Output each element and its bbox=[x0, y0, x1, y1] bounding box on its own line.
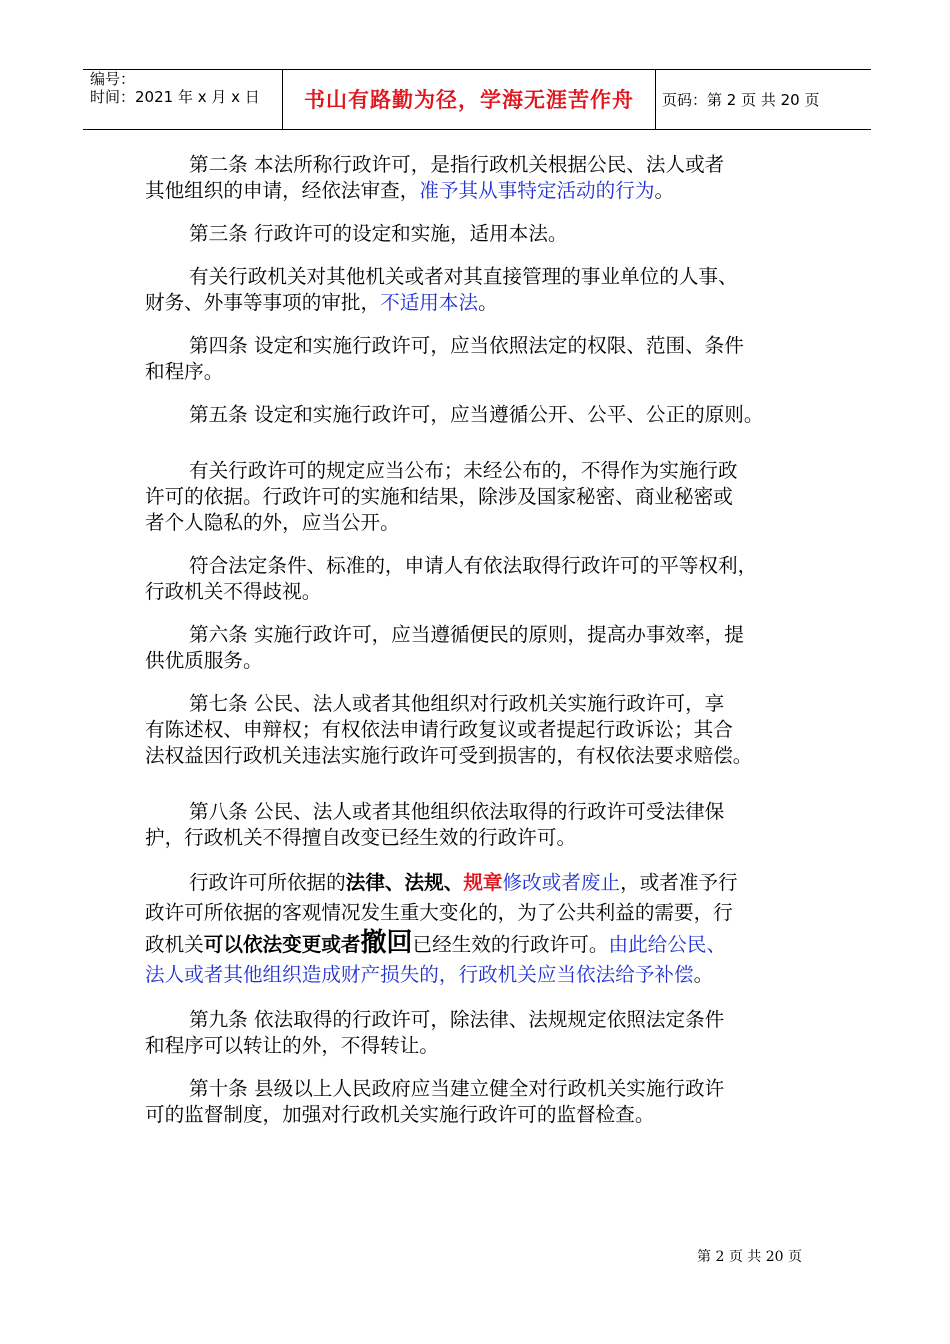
text: 符合法定条件、标准的，申请人有依法取得行政许可的平等权利， bbox=[189, 554, 758, 577]
article-8-clause bbox=[145, 868, 821, 990]
text: 。 bbox=[478, 291, 498, 314]
text: 其他组织的申请，经依法审查， bbox=[145, 179, 420, 202]
highlight-text: 准予其从事特定活动的行为 bbox=[419, 179, 655, 202]
article-6 bbox=[145, 622, 821, 674]
text: 第七条 公民、法人或者其他组织对行政机关实施行政许可，享 bbox=[189, 692, 725, 715]
article-10 bbox=[145, 1076, 821, 1128]
text: 财务、外事等事项的审批， bbox=[145, 291, 381, 314]
text: 护，行政机关不得擅自改变已经生效的行政许可。 bbox=[145, 826, 577, 849]
article-5-clause-1 bbox=[145, 458, 821, 536]
text: 和程序。 bbox=[145, 360, 224, 383]
text: 供优质服务。 bbox=[145, 649, 263, 672]
text: 者个人隐私的外，应当公开。 bbox=[145, 511, 400, 534]
article-8 bbox=[145, 799, 821, 851]
text: 法权益因行政机关违法实施行政许可受到损害的，有权依法要求赔偿。 bbox=[145, 744, 753, 767]
highlight-text: 修改或者废止 bbox=[502, 871, 621, 894]
serial-label: 编号： bbox=[90, 70, 136, 88]
text: 有关行政许可的规定应当公布；未经公布的，不得作为实施行政 bbox=[189, 459, 738, 482]
text: 许可的依据。行政许可的实施和结果，除涉及国家秘密、商业秘密或 bbox=[145, 485, 733, 508]
article-3-clause bbox=[145, 264, 821, 316]
text: 有陈述权、申辩权；有权依法申请行政复议或者提起行政诉讼；其合 bbox=[145, 718, 733, 741]
header-page-info: 页码：第 2 页 共 20 页 bbox=[662, 90, 820, 109]
article-5-clause-2 bbox=[145, 553, 821, 605]
text: 第八条 公民、法人或者其他组织依法取得的行政许可受法律保 bbox=[189, 800, 725, 823]
article-2 bbox=[145, 152, 821, 204]
large-bold-text: 撤回 bbox=[360, 928, 413, 958]
article-5: 第五条 设定和实施行政许可，应当遵循公开、公平、公正的原则。 bbox=[189, 403, 764, 426]
header-bottom-rule bbox=[83, 129, 871, 130]
red-bold-text: 规章 bbox=[463, 871, 503, 894]
text: 第二条 本法所称行政许可，是指行政机关根据公民、法人或者 bbox=[189, 153, 725, 176]
text: 第十条 县级以上人民政府应当建立健全对行政机关实施行政许 bbox=[189, 1077, 725, 1100]
article-3: 第三条 行政许可的设定和实施，适用本法。 bbox=[189, 222, 568, 245]
text: ，或者准予行 bbox=[620, 871, 738, 894]
text: 已经生效的行政许可。 bbox=[412, 933, 609, 956]
text: 和程序可以转让的外，不得转让。 bbox=[145, 1034, 439, 1057]
highlight-text: 由此给公民、 bbox=[608, 933, 727, 956]
header-motto: 书山有路勤为径，学海无涯苦作舟 bbox=[304, 88, 634, 112]
highlight-text: 法人或者其他组织造成财产损失的，行政机关应当依法给予补偿 bbox=[145, 963, 694, 986]
bold-text: 可以依法变更或者 bbox=[203, 933, 361, 956]
text: 第六条 实施行政许可，应当遵循便民的原则，提高办事效率，提 bbox=[189, 623, 744, 646]
article-9 bbox=[145, 1007, 821, 1059]
text: 第九条 依法取得的行政许可，除法律、法规规定依照法定条件 bbox=[189, 1008, 725, 1031]
article-7 bbox=[145, 691, 821, 769]
text: 行政机关不得歧视。 bbox=[145, 580, 322, 603]
text: 第四条 设定和实施行政许可，应当依照法定的权限、范围、条件 bbox=[189, 334, 744, 357]
article-4 bbox=[145, 333, 821, 385]
text: 政机关 bbox=[145, 933, 204, 956]
text: 可的监督制度，加强对行政机关实施行政许可的监督检查。 bbox=[145, 1103, 655, 1126]
header-meta bbox=[90, 70, 280, 106]
text: 政许可所依据的客观情况发生重大变化的，为了公共利益的需要，行 bbox=[145, 901, 733, 924]
header-divider-right bbox=[655, 69, 656, 129]
text: 。 bbox=[693, 963, 714, 986]
highlight-text: 不适用本法 bbox=[380, 291, 479, 314]
date-label: 时间：2021 年 x 月 x 日 bbox=[90, 88, 260, 106]
text: 行政许可所依据的 bbox=[189, 871, 346, 894]
bold-text: 法律、法规、 bbox=[345, 871, 464, 894]
footer-page-number: 第 2 页 共 20 页 bbox=[697, 1249, 802, 1265]
document-body bbox=[145, 152, 821, 1145]
header-divider-left bbox=[282, 69, 283, 129]
text: 。 bbox=[654, 179, 675, 202]
text: 有关行政机关对其他机关或者对其直接管理的事业单位的人事、 bbox=[189, 265, 738, 288]
